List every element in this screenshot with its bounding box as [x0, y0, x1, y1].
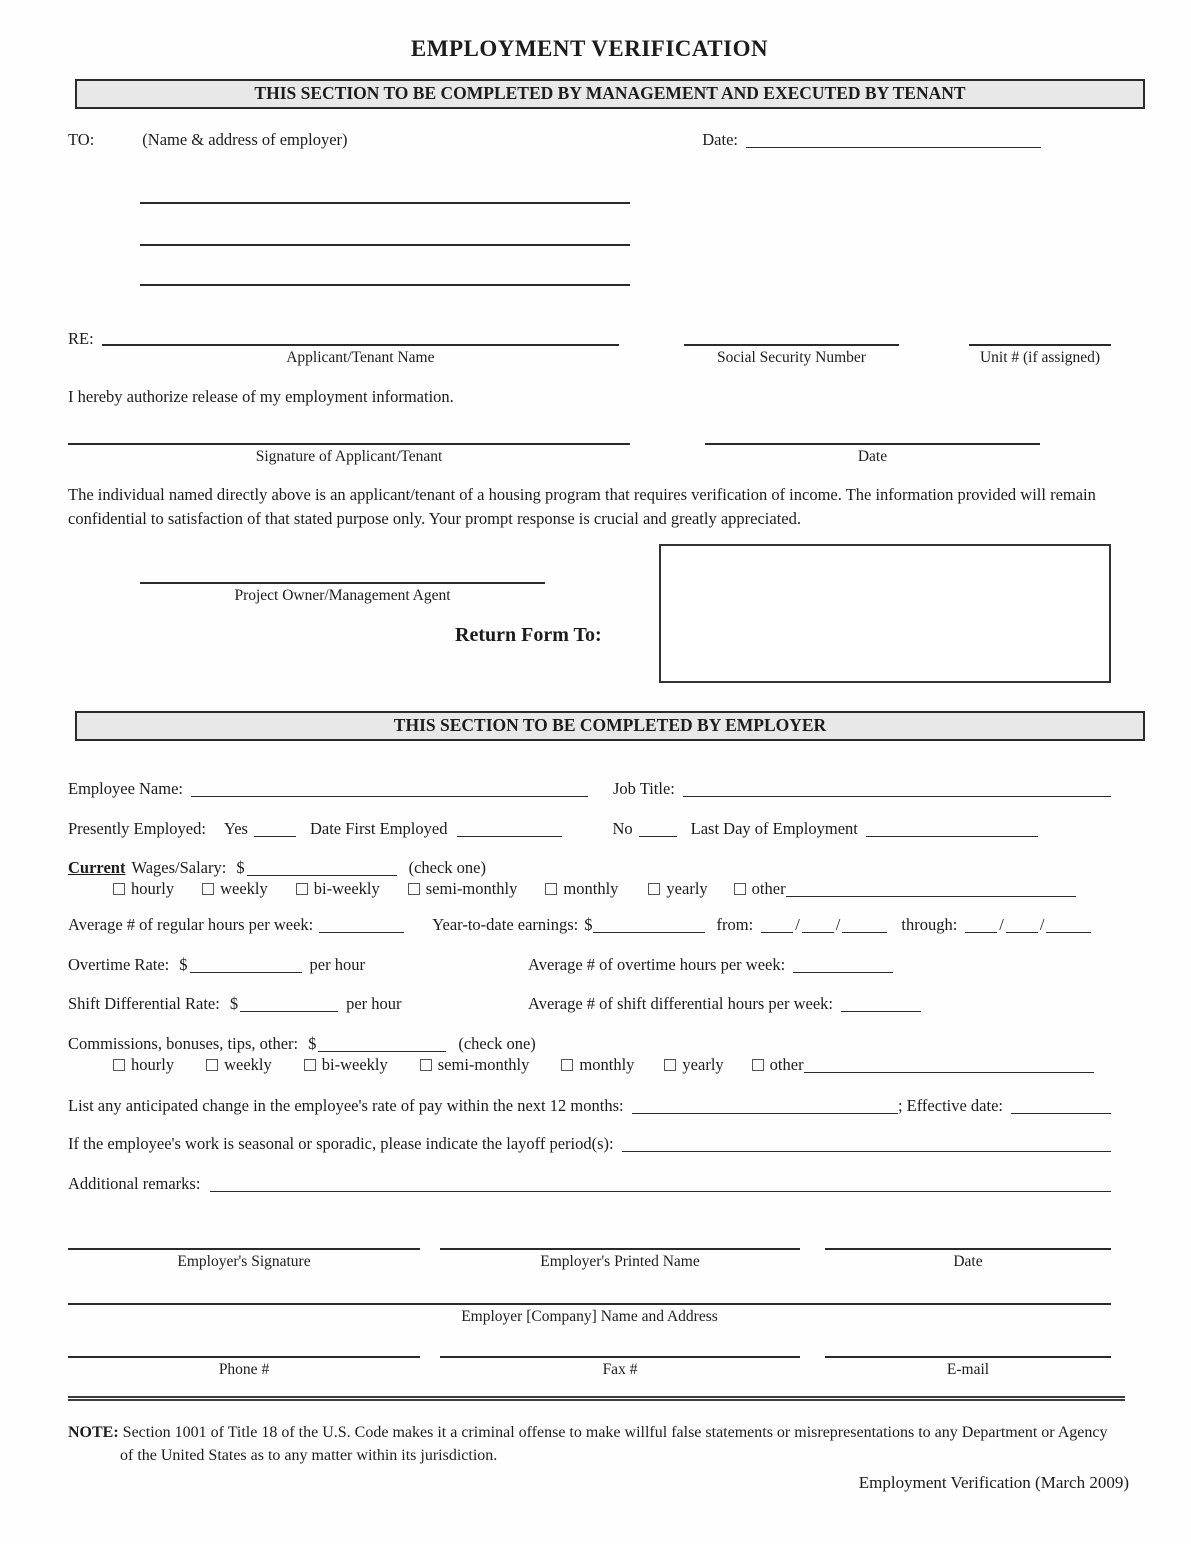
weekly-checkbox[interactable]: [202, 883, 214, 895]
slash: /: [1039, 914, 1045, 934]
applicant-signature-label: Signature of Applicant/Tenant: [255, 448, 443, 465]
remarks-line[interactable]: [210, 1188, 1111, 1192]
owner-agent-label: Project Owner/Management Agent: [234, 586, 451, 604]
hourly-checkbox[interactable]: [113, 883, 125, 895]
authorization-text: I hereby authorize release of my employment information.: [68, 387, 454, 406]
other-label: other: [751, 878, 786, 898]
re-row: [68, 328, 1111, 367]
avg-hours-row: [68, 915, 1111, 935]
note-text: Section 1001 of Title 18 of the U.S. Code makes it a criminal offense to make willful false statements or misrepresentations to any Department or Agency of the United States as to any matter within its jurisdiction.: [120, 1423, 1108, 1465]
from-year-line[interactable]: [842, 929, 887, 933]
shift-rate-label: Shift Differential Rate:: [68, 993, 220, 1013]
return-address-box[interactable]: [659, 544, 1111, 683]
phone-line[interactable]: [68, 1340, 420, 1358]
section-divider: [68, 1396, 1125, 1401]
job-title-line[interactable]: [683, 793, 1111, 797]
semi-monthly-label: semi-monthly: [425, 878, 518, 898]
last-day-label: Last Day of Employment: [690, 818, 858, 838]
last-day-line[interactable]: [866, 833, 1038, 837]
pay-frequency-row-current: [113, 879, 1111, 899]
dollar-sign: $: [308, 1033, 317, 1053]
from-label: from:: [716, 914, 754, 934]
date-line[interactable]: [746, 144, 1041, 148]
employer-printed-name-line[interactable]: [440, 1232, 800, 1250]
ssn-label: Social Security Number: [717, 349, 866, 366]
applicant-signature-line[interactable]: [68, 427, 630, 445]
employer-date-line[interactable]: [825, 1232, 1111, 1250]
monthly-label: monthly: [563, 878, 619, 898]
monthly-checkbox[interactable]: [545, 883, 557, 895]
yes-line[interactable]: [254, 833, 296, 837]
semi-monthly-checkbox[interactable]: [420, 1059, 432, 1071]
to-label: TO:: [68, 130, 95, 149]
slash: /: [999, 914, 1004, 934]
employer-date-label: Date: [953, 1252, 983, 1270]
semi-monthly-checkbox[interactable]: [408, 883, 420, 895]
date-first-employed-line[interactable]: [457, 833, 562, 837]
pay-change-row: [68, 1096, 1111, 1116]
avg-shift-hours-label: Average # of shift differential hours per week:: [528, 993, 833, 1013]
employer-section-header: THIS SECTION TO BE COMPLETED BY EMPLOYER: [75, 711, 1145, 741]
ytd-earnings-line[interactable]: [593, 929, 705, 933]
commissions-row: [68, 1034, 1111, 1054]
overtime-rate-line[interactable]: [190, 969, 302, 973]
note-paragraph: [68, 1421, 1111, 1467]
bi-weekly-checkbox[interactable]: [304, 1059, 316, 1071]
company-name-address-line[interactable]: [68, 1287, 1111, 1305]
through-year-line[interactable]: [1046, 929, 1091, 933]
shift-rate-line[interactable]: [240, 1008, 338, 1012]
hourly-label: hourly: [131, 1054, 175, 1074]
job-title-label: Job Title:: [612, 778, 675, 798]
to-hint: (Name & address of employer): [142, 130, 348, 149]
monthly-checkbox[interactable]: [561, 1059, 573, 1071]
through-month-line[interactable]: [965, 929, 997, 933]
applicant-signature-row: [68, 427, 1111, 466]
re-label: RE:: [68, 329, 94, 348]
overtime-row: [68, 955, 1111, 975]
note-label: NOTE:: [68, 1423, 119, 1441]
employer-address-line-2[interactable]: [140, 244, 630, 246]
slash: /: [795, 914, 800, 934]
current-word: Current: [68, 857, 126, 877]
tenant-section-header: THIS SECTION TO BE COMPLETED BY MANAGEMENT AND EXECUTED BY TENANT: [75, 79, 1145, 109]
shift-differential-row: [68, 994, 1111, 1014]
yearly-label: yearly: [666, 878, 708, 898]
footer-version: Employment Verification (March 2009): [858, 1473, 1129, 1493]
hourly-checkbox[interactable]: [113, 1059, 125, 1071]
no-line[interactable]: [639, 833, 677, 837]
pay-change-line[interactable]: [632, 1110, 898, 1114]
dollar-sign: $: [179, 954, 188, 974]
email-label: E-mail: [946, 1360, 990, 1378]
seasonal-row: [68, 1134, 1111, 1154]
through-day-line[interactable]: [1006, 929, 1038, 933]
phone-label: Phone #: [218, 1360, 270, 1378]
from-month-line[interactable]: [761, 929, 793, 933]
remarks-label: Additional remarks:: [68, 1173, 201, 1193]
dollar-sign: $: [236, 857, 245, 877]
return-form-label: Return Form To:: [455, 623, 602, 646]
slash: /: [835, 914, 841, 934]
page-title: EMPLOYMENT VERIFICATION: [410, 36, 769, 61]
yearly-checkbox[interactable]: [648, 883, 660, 895]
date-first-employed-label: Date First Employed: [309, 818, 448, 838]
employer-signature-label: Employer's Signature: [177, 1252, 311, 1270]
other-label: other: [769, 1054, 804, 1074]
company-name-address-label: Employer [Company] Name and Address: [461, 1307, 718, 1325]
dollar-sign: $: [229, 993, 239, 1013]
fax-line[interactable]: [440, 1340, 800, 1358]
disclosure-text: The individual named directly above is an applicant/tenant of a housing program that requires verification of income. The information provided will remain confidential to satisfaction of that stated purpose only. Your prompt response is crucial and greatly appreciated.: [68, 485, 1096, 528]
wages-label: Wages/Salary:: [131, 857, 227, 877]
effective-date-label: ; Effective date:: [897, 1095, 1003, 1115]
avg-shift-hours-line[interactable]: [841, 1008, 921, 1012]
commissions-amount-line[interactable]: [318, 1048, 446, 1052]
unit-line[interactable]: [969, 328, 1111, 346]
layoff-period-line[interactable]: [622, 1148, 1111, 1152]
bi-weekly-label: bi-weekly: [321, 1054, 388, 1074]
bi-weekly-checkbox[interactable]: [296, 883, 308, 895]
dollar-sign: $: [584, 914, 593, 934]
employee-name-label: Employee Name:: [68, 778, 184, 798]
unit-label: Unit # (if assigned): [979, 349, 1101, 366]
remarks-row: [68, 1174, 1111, 1194]
applicant-sign-date-line[interactable]: [705, 427, 1040, 445]
applicant-sign-date-label: Date: [857, 448, 888, 465]
other-checkbox[interactable]: [734, 883, 746, 895]
check-one-label: (check one): [458, 1033, 536, 1053]
ssn-line[interactable]: [684, 328, 899, 346]
yearly-label: yearly: [682, 1054, 724, 1074]
from-day-line[interactable]: [802, 929, 834, 933]
to-row: [68, 130, 1111, 150]
ytd-earnings-label: Year-to-date earnings:: [432, 914, 579, 934]
return-form-block: [68, 544, 1111, 684]
applicant-name-line[interactable]: [102, 328, 619, 346]
pay-frequency-row-commissions: [113, 1055, 1111, 1075]
employer-signature-line[interactable]: [68, 1232, 420, 1250]
avg-regular-hours-label: Average # of regular hours per week:: [68, 914, 314, 934]
overtime-rate-label: Overtime Rate:: [68, 954, 170, 974]
owner-agent-line[interactable]: [140, 566, 545, 584]
bi-weekly-label: bi-weekly: [313, 878, 380, 898]
company-field: [68, 1287, 1111, 1326]
weekly-checkbox[interactable]: [206, 1059, 218, 1071]
current-wages-row: [68, 858, 1111, 878]
applicant-name-label: Applicant/Tenant Name: [286, 349, 435, 366]
per-hour-label: per hour: [346, 993, 402, 1013]
employer-address-line-1[interactable]: [140, 202, 630, 204]
current-salary-line[interactable]: [247, 872, 397, 876]
weekly-label: weekly: [220, 878, 268, 898]
other-line[interactable]: [786, 893, 1076, 897]
pay-change-label: List any anticipated change in the employee's rate of pay within the next 12 months:: [68, 1095, 624, 1115]
hourly-label: hourly: [131, 878, 175, 898]
monthly-label: monthly: [579, 1054, 635, 1074]
commissions-label: Commissions, bonuses, tips, other:: [68, 1033, 299, 1053]
date-label: Date:: [702, 130, 738, 149]
semi-monthly-label: semi-monthly: [437, 1054, 530, 1074]
employee-name-row: [68, 779, 1111, 799]
seasonal-label: If the employee's work is seasonal or sporadic, please indicate the layoff period(s):: [68, 1133, 614, 1153]
contact-row: [68, 1340, 1111, 1379]
fax-label: Fax #: [602, 1360, 638, 1378]
employer-printed-name-label: Employer's Printed Name: [540, 1252, 700, 1270]
effective-date-line[interactable]: [1011, 1110, 1111, 1114]
employee-name-line[interactable]: [191, 793, 588, 797]
presently-employed-label: Presently Employed:: [68, 818, 206, 838]
other-checkbox[interactable]: [752, 1059, 764, 1071]
employer-signature-row: [68, 1232, 1111, 1271]
employer-address-line-3[interactable]: [140, 284, 630, 286]
per-hour-label: per hour: [309, 954, 365, 974]
yearly-checkbox[interactable]: [664, 1059, 676, 1071]
avg-overtime-hours-line[interactable]: [793, 969, 893, 973]
avg-regular-hours-line[interactable]: [319, 929, 404, 933]
check-one-label: (check one): [408, 857, 487, 877]
no-label: No: [612, 818, 633, 838]
email-line[interactable]: [825, 1340, 1111, 1358]
other-line[interactable]: [804, 1069, 1094, 1073]
avg-overtime-hours-label: Average # of overtime hours per week:: [528, 954, 786, 974]
presently-employed-row: [68, 819, 1111, 839]
through-label: through:: [901, 914, 958, 934]
yes-label: Yes: [223, 818, 248, 838]
weekly-label: weekly: [224, 1054, 272, 1074]
